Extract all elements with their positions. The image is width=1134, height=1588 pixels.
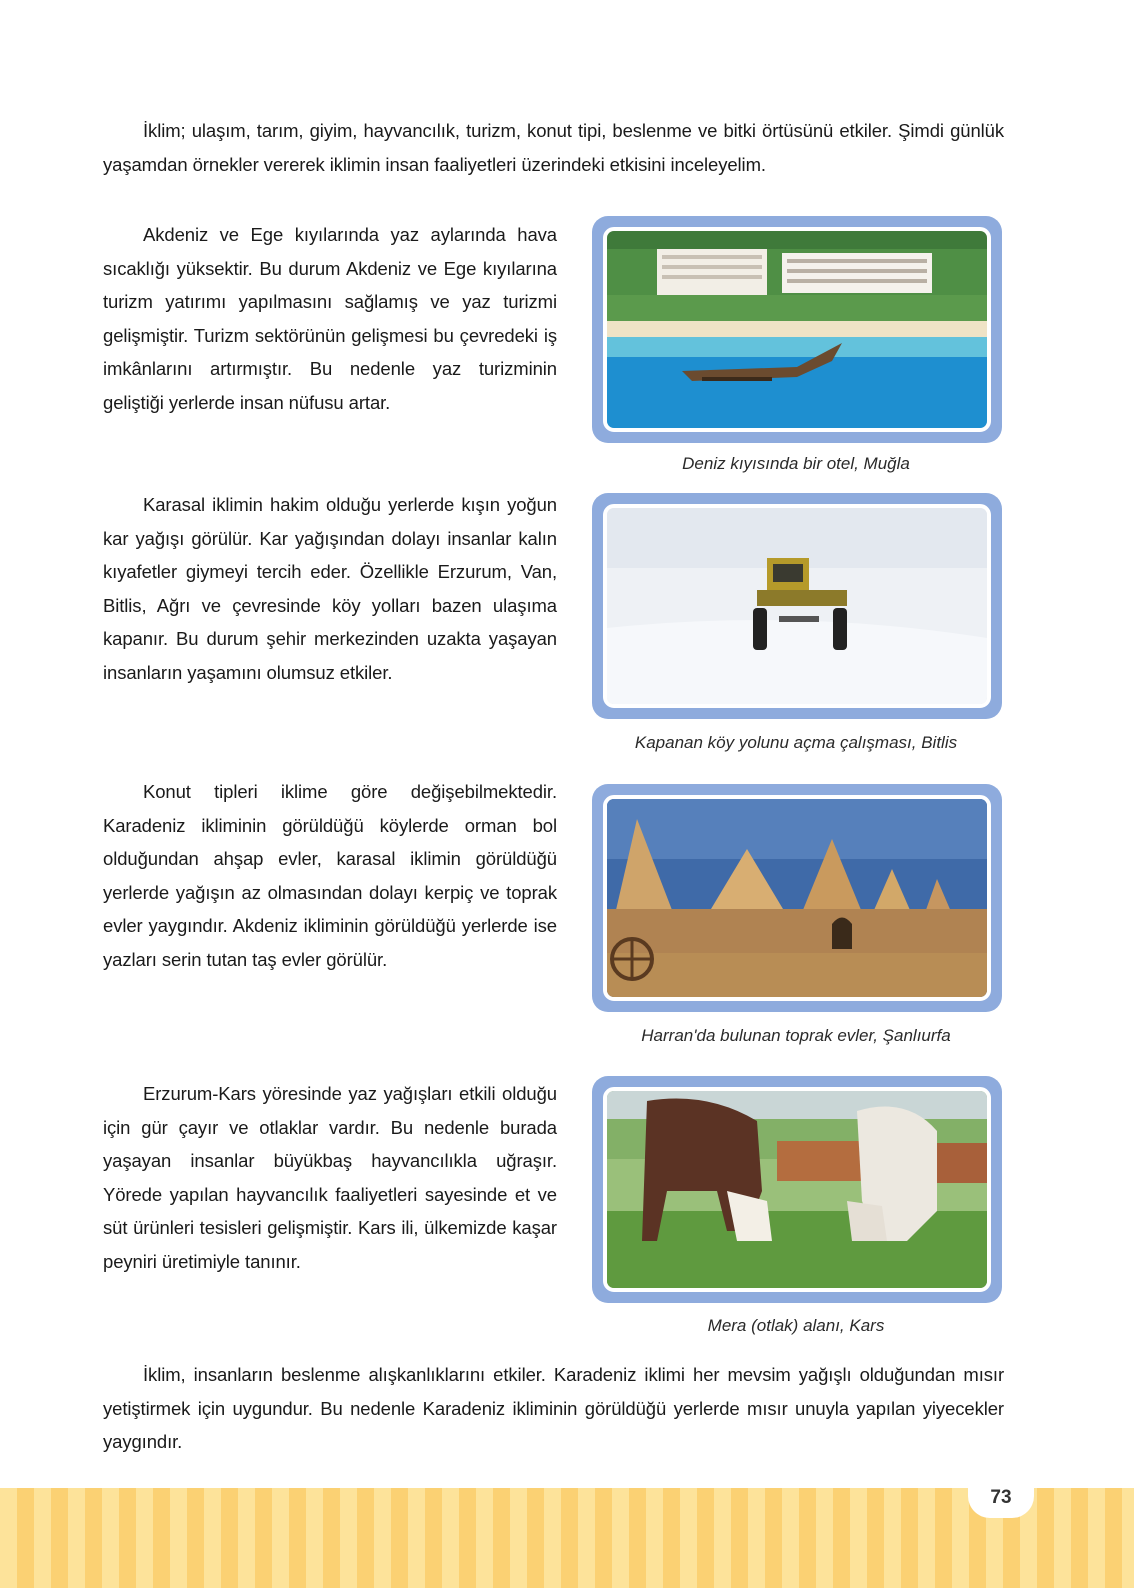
harran-caption: Harran'da bulunan toprak evler, Şanlıurfa	[641, 1026, 951, 1045]
intro-paragraph: İklim; ulaşım, tarım, giyim, hayvancılık, turizm, konut tipi, beslenme ve bitki örtüsünü etkiler. Şimdi günlük yaşamdan örnekler vererek iklimin insan faaliyetleri üzerindeki etkisini inceleyelim.	[103, 120, 1004, 175]
hotel-photo	[607, 231, 987, 428]
snow-paragraph: Karasal iklimin hakim olduğu yerlerde kışın yoğun kar yağışı görülür. Kar yağışından dolayı insanlar kalın kıyafetler giymeyi tercih eder. Özellikle Erzurum, Van, Bitlis, Ağrı ve çevresinde köy yolları bazen ulaşıma kapanır. Bu durum şehir merkezinden uzakta yaşayan insanların yaşamını olumsuz etkiler.	[103, 494, 557, 683]
housing-paragraph: Konut tipleri iklime göre değişebilmektedir. Karadeniz ikliminin görüldüğü köylerde orman bol olduğundan ahşap evler, karasal iklimin görüldüğü yerlerde yağışın az olmasından dolayı kerpiç ve toprak evler yaygındır. Akdeniz ikliminin görüldüğü yerlerde ise yazları serin tutan taş evler görülür.	[103, 781, 557, 970]
hotel-caption: Deniz kıyısında bir otel, Muğla	[682, 454, 910, 473]
hotel-photo-frame	[592, 216, 1002, 443]
footer-stripe-band	[0, 1488, 1134, 1588]
snowplow-photo-frame	[592, 493, 1002, 719]
harran-photo	[607, 799, 987, 997]
harran-photo-frame	[592, 784, 1002, 1012]
pasture-photo-frame	[592, 1076, 1002, 1303]
livestock-paragraph: Erzurum-Kars yöresinde yaz yağışları etkili olduğu için gür çayır ve otlaklar vardır. Bu nedenle burada yaşayan insanlar büyükbaş hayvancılıkla uğraşır. Yörede yapılan hayvancılık faaliyetleri sayesinde et ve süt ürünleri tesisleri gelişmiştir. Kars ili, ülkemizde kaşar peyniri üretimiyle tanınır.	[103, 1083, 557, 1272]
snowplow-photo	[607, 508, 987, 704]
page-number: 73	[968, 1478, 1034, 1518]
nutrition-paragraph: İklim, insanların beslenme alışkanlıklarını etkiler. Karadeniz iklimi her mevsim yağışlı olduğundan mısır yetiştirmek için uygundur. Bu nedenle Karadeniz ikliminin görüldüğü yerlerde mısır unuyla yapılan yiyecekler yaygındır.	[103, 1364, 1004, 1452]
tourism-paragraph: Akdeniz ve Ege kıyılarında yaz aylarında hava sıcaklığı yüksektir. Bu durum Akdeniz ve Ege kıyılarına turizm yatırımı yapılmasını sağlamış ve yaz turizmi gelişmiştir. Turizm sektörünün gelişmesi bu çevredeki iş imkânlarını artırmıştır. Bu nedenle yaz turizminin geliştiği yerlerde insan nüfusu artar.	[103, 224, 557, 413]
pasture-caption: Mera (otlak) alanı, Kars	[707, 1316, 885, 1335]
pasture-photo	[607, 1091, 987, 1288]
snowplow-caption: Kapanan köy yolunu açma çalışması, Bitlis	[634, 733, 958, 752]
